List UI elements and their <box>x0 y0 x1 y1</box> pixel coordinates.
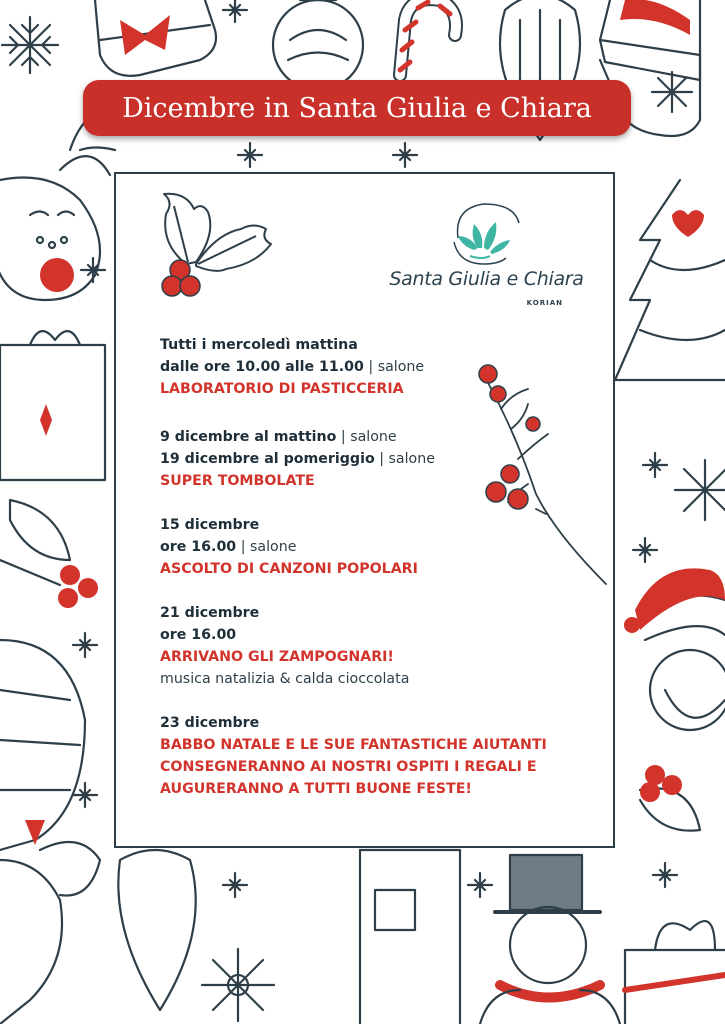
ornament-icon <box>0 640 85 850</box>
event-4-activity: ARRIVANO GLI ZAMPOGNARI! <box>160 649 394 665</box>
event-1-activity: LABORATORIO DI PASTICCERIA <box>160 381 404 397</box>
event-3-date: 15 dicembre <box>160 517 260 533</box>
holly-icon <box>0 500 70 585</box>
event-1-time-row <box>160 356 424 378</box>
event-3 <box>160 514 418 580</box>
event-5 <box>160 712 547 800</box>
separator: | <box>379 451 384 467</box>
event-5-activity-line-1: BABBO NATALE E LE SUE FANTASTICHE AIUTANTI <box>160 737 547 753</box>
event-1-location: salone <box>377 359 425 375</box>
event-5-activity-line-3: AUGURERANNO A TUTTI BUONE FESTE! <box>160 781 472 797</box>
tree-icon <box>615 180 725 380</box>
event-2-date-2: 19 dicembre al pomeriggio <box>160 451 375 467</box>
parcel-icon <box>360 850 460 1024</box>
snowflake-icon <box>202 949 274 1021</box>
logo-name: Santa Giulia e Chiara <box>389 268 584 290</box>
snowflake-icon <box>652 72 692 112</box>
snowflake-icon <box>2 17 58 73</box>
gift-box-icon <box>625 921 725 1024</box>
event-2-row-1 <box>160 426 435 448</box>
logo <box>374 198 599 318</box>
separator: | <box>240 539 246 555</box>
event-4-date: 21 dicembre <box>160 605 260 621</box>
ornament-icon <box>118 850 195 1010</box>
separator: | <box>340 429 346 445</box>
event-1 <box>160 334 424 400</box>
snowman-icon <box>480 855 620 1024</box>
event-2-date-1: 9 dicembre al mattino <box>160 429 337 445</box>
santa-hat-icon <box>635 568 725 630</box>
ornament-icon <box>273 0 363 90</box>
candy-cane-icon <box>400 0 456 75</box>
snowflake-icon <box>675 460 725 520</box>
event-3-activity: ASCOLTO DI CANZONI POPOLARI <box>160 561 418 577</box>
event-5-date: 23 dicembre <box>160 715 260 731</box>
separator: | <box>368 359 374 375</box>
event-3-location: salone <box>250 539 297 555</box>
event-2-location-1: salone <box>350 429 397 445</box>
event-5-activity-line-2: CONSEGNERANNO AI NOSTRI OSPITI I REGALI E <box>160 759 537 775</box>
event-3-time: ore 16.00 <box>160 539 237 555</box>
event-1-when: Tutti i mercoledì mattina <box>160 337 358 353</box>
event-3-time-row <box>160 536 418 558</box>
heart-icon <box>672 210 704 237</box>
event-2-row-2 <box>160 448 435 470</box>
bow-icon <box>120 15 170 55</box>
event-4-time: ore 16.00 <box>160 627 237 643</box>
event-2-location-2: salone <box>388 451 435 467</box>
lotus-logo-icon <box>374 198 599 268</box>
berry-icon <box>60 565 80 585</box>
page-title: Dicembre in Santa Giulia e Chiara <box>122 92 592 124</box>
event-1-time: dalle ore 10.00 alle 11.00 <box>160 359 364 375</box>
event-2 <box>160 426 435 492</box>
nose-icon <box>40 258 74 292</box>
angel-icon <box>0 842 100 1024</box>
event-4-detail: musica natalizia & calda cioccolata <box>160 671 410 687</box>
title-banner <box>83 80 631 136</box>
berry-icon <box>645 765 665 785</box>
logo-brand: KORIAN <box>526 299 563 307</box>
gift-box-icon <box>0 331 105 480</box>
berry-icon <box>162 260 200 296</box>
event-2-activity: SUPER TOMBOLATE <box>160 473 315 489</box>
snowflake-icon <box>24 404 68 436</box>
berry-icon <box>479 365 540 509</box>
events-card <box>114 172 615 848</box>
event-4 <box>160 602 409 690</box>
